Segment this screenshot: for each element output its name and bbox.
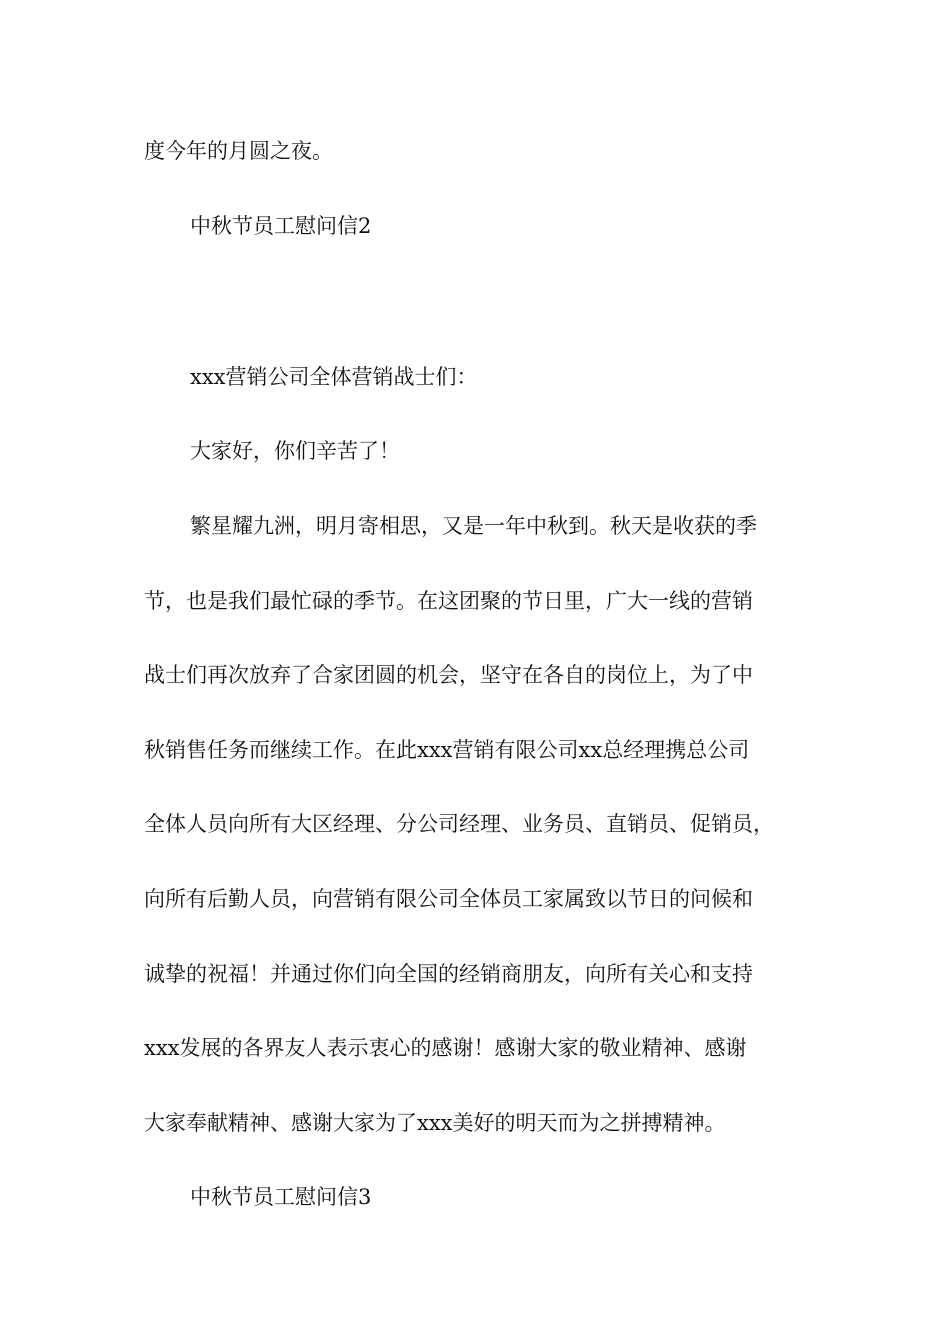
body-line: 向所有后勤人员，向营销有限公司全体员工家属致以节日的问候和 (144, 887, 753, 911)
body-line: 全体人员向所有大区经理、分公司经理、业务员、直销员、促销员， (144, 812, 774, 836)
body-line: 诚挚的祝福！并通过你们向全国的经销商朋友，向所有关心和支持 (144, 962, 753, 986)
body-line: 秋销售任务而继续工作。在此xxx营销有限公司xx总经理携总公司 (144, 738, 750, 762)
body-line: 大家奉献精神、感谢大家为了xxx美好的明天而为之拼搏精神。 (144, 1111, 726, 1135)
body-line: 节，也是我们最忙碌的季节。在这团聚的节日里，广大一线的营销 (144, 589, 753, 613)
body-line: xxx发展的各界友人表示衷心的感谢！感谢大家的敬业精神、感谢 (144, 1036, 747, 1060)
body-line: 繁星耀九洲，明月寄相思，又是一年中秋到。秋天是收获的季 (190, 514, 757, 538)
greeting-line: 大家好，你们辛苦了！ (190, 439, 400, 463)
salutation-line: xxx营销公司全体营销战士们： (190, 365, 478, 389)
section-heading-letter-3: 中秋节员工慰问信3 (190, 1185, 372, 1209)
body-line: 战士们再次放弃了合家团圆的机会，坚守在各自的岗位上，为了中 (144, 663, 753, 687)
paragraph-line-closing: 度今年的月圆之夜。 (144, 139, 333, 163)
section-heading-letter-2: 中秋节员工慰问信2 (190, 214, 372, 238)
